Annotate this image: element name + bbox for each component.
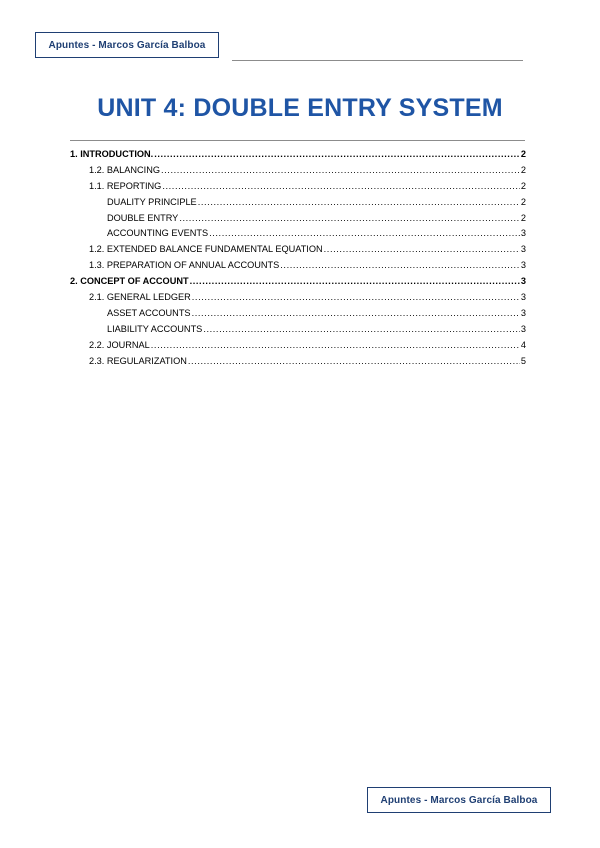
toc-entry[interactable] (70, 258, 526, 274)
toc-entry-label: ACCOUNTING EVENTS (107, 228, 209, 239)
toc-entry[interactable] (70, 211, 526, 227)
toc-dot-leader (151, 338, 520, 354)
header-divider (232, 60, 523, 61)
toc-entry-page: 3 (520, 292, 526, 303)
title-divider (70, 140, 525, 141)
toc-entry-page: 3 (520, 323, 526, 334)
toc-entry-page: 2 (520, 164, 526, 175)
toc-entry[interactable] (70, 195, 526, 211)
toc-dot-leader (203, 322, 520, 338)
toc-dot-leader (198, 195, 520, 211)
toc-dot-leader (192, 306, 520, 322)
toc-dot-leader (280, 258, 520, 274)
toc-entry-page: 2 (520, 180, 526, 191)
toc-entry-page: 2 (520, 212, 526, 223)
toc-entry-label: 2.3. REGULARIZATION (89, 355, 187, 366)
toc-entry-page: 3 (520, 276, 526, 287)
toc-entry-label: 2.1. GENERAL LEDGER (89, 292, 191, 303)
toc-entry[interactable] (70, 274, 526, 290)
toc-entry[interactable] (70, 354, 526, 370)
toc-entry[interactable] (70, 242, 526, 258)
header-author-label: Apuntes - Marcos García Balboa (48, 39, 206, 51)
toc-entry-label: 1.2. BALANCING (89, 164, 160, 175)
toc-entry-page: 3 (520, 307, 526, 318)
toc-entry[interactable] (70, 306, 526, 322)
toc-entry-label: 2. CONCEPT OF ACCOUNT (70, 276, 189, 287)
toc-entry-label: 1.1. REPORTING (89, 180, 162, 191)
toc-dot-leader (188, 354, 520, 370)
toc-dot-leader (209, 226, 520, 242)
toc-entry[interactable] (70, 179, 526, 195)
toc-dot-leader (179, 211, 520, 227)
document-title: UNIT 4: DOUBLE ENTRY SYSTEM (97, 94, 503, 122)
toc-entry-page: 3 (520, 244, 526, 255)
toc-entry-page: 3 (520, 260, 526, 271)
toc-entry-label: 1. INTRODUCTION. (70, 149, 154, 159)
toc-dot-leader (190, 274, 520, 290)
toc-entry-label: ASSET ACCOUNTS (107, 307, 191, 318)
toc-entry[interactable] (70, 338, 526, 354)
table-of-contents (70, 147, 526, 369)
toc-entry-label: 2.2. JOURNAL (89, 339, 150, 350)
toc-entry-label: 1.2. EXTENDED BALANCE FUNDAMENTAL EQUATION (89, 244, 323, 255)
toc-entry[interactable] (70, 163, 526, 179)
footer-author-box (367, 787, 551, 813)
toc-entry-label: DUALITY PRINCIPLE (107, 196, 197, 207)
toc-dot-leader (192, 290, 520, 306)
toc-entry-page: 2 (520, 196, 526, 207)
toc-entry-label: DOUBLE ENTRY (107, 212, 179, 223)
toc-entry-page: 5 (520, 355, 526, 366)
toc-entry[interactable] (70, 290, 526, 306)
toc-entry[interactable] (70, 322, 526, 338)
toc-dot-leader (161, 163, 520, 179)
toc-entry-label: 1.3. PREPARATION OF ANNUAL ACCOUNTS (89, 260, 280, 271)
toc-entry-label: LIABILITY ACCOUNTS (107, 323, 203, 334)
footer-author-label: Apuntes - Marcos García Balboa (380, 794, 538, 806)
toc-entry-page: 4 (520, 339, 526, 350)
toc-entry[interactable] (70, 226, 526, 242)
toc-dot-leader (162, 179, 520, 195)
toc-entry-page: 2 (520, 149, 526, 159)
toc-dot-leader (324, 242, 520, 258)
toc-dot-leader (154, 147, 520, 163)
toc-entry[interactable] (70, 147, 526, 163)
header-author-box (35, 32, 219, 58)
toc-entry-page: 3 (520, 228, 526, 239)
